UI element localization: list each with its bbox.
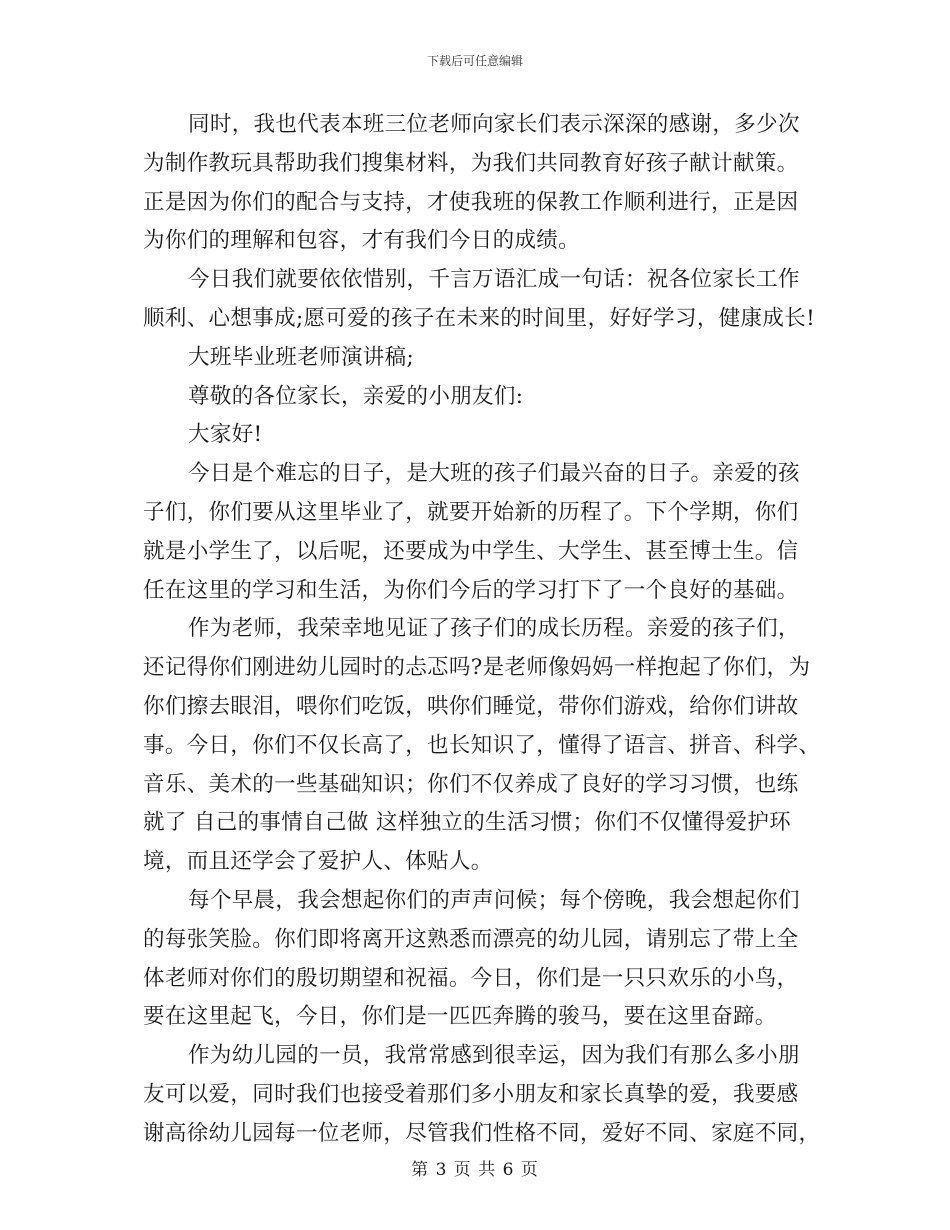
text-line: 就是小学生了，以后呢，还要成为中学生、大学生、甚至博士生。信 <box>143 538 799 564</box>
text-line: 谢高徐幼儿园每一位老师，尽管我们性格不同，爱好不同、家庭不同， <box>143 1120 821 1146</box>
text-line: 任在这里的学习和生活，为你们今后的学习打下了一个良好的基础。 <box>143 577 799 603</box>
page-footer: 第 3 页 共 6 页 <box>411 1160 539 1180</box>
text-line: 音乐、美术的一些基础知识；你们不仅养成了良好的学习习惯，也练 <box>143 771 799 797</box>
text-line: 正是因为你们的配合与支持，才使我班的保教工作顺利进行，正是因 <box>143 189 799 215</box>
text-line: 尊敬的各位家长，亲爱的小朋友们: <box>188 383 524 409</box>
text-line: 还记得你们刚进幼儿园时的忐忑吗?是老师像妈妈一样抱起了你们，为 <box>143 655 811 681</box>
document-body <box>143 106 823 1154</box>
text-line: 作为幼儿园的一员，我常常感到很幸运，因为我们有那么多小朋 <box>188 1043 800 1069</box>
text-line: 要在这里起飞，今日，你们是一匹匹奔腾的骏马，要在这里奋蹄。 <box>143 1004 777 1030</box>
text-line: 友可以爱，同时我们也接受着那们多小朋友和家长真挚的爱，我要感 <box>143 1081 799 1107</box>
text-line: 你们擦去眼泪，喂你们吃饭，哄你们睡觉，带你们游戏，给你们讲故 <box>143 693 799 719</box>
text-line: 同时，我也代表本班三位老师向家长们表示深深的感谢，多少次 <box>188 112 800 137</box>
page-header: 下载后可任意编辑 <box>426 54 523 68</box>
text-line: 境，而且还学会了爱护人、体贴人。 <box>143 849 493 875</box>
text-line: 今日我们就要依依惜别，千言万语汇成一句话：祝各位家长工作 <box>188 267 800 293</box>
text-line: 每个早晨，我会想起你们的声声问候；每个傍晚，我会想起你们 <box>188 887 800 913</box>
text-line: 大家好! <box>188 422 263 448</box>
text-line: 大班毕业班老师演讲稿; <box>188 344 415 370</box>
text-line: 为制作教玩具帮助我们搜集材料，为我们共同教育好孩子献计献策。 <box>143 150 799 176</box>
text-line: 就了 自己的事情自己做 这样独立的生活习惯；你们不仅懂得爱护环 <box>143 810 792 836</box>
text-line: 的每张笑脸。你们即将离开这熟悉而漂亮的幼儿园，请别忘了带上全 <box>143 926 799 952</box>
text-line: 事。今日，你们不仅长高了，也长知识了，懂得了语言、拼音、科学、 <box>143 732 821 758</box>
text-line: 体老师对你们的殷切期望和祝福。今日，你们是一只只欢乐的小鸟， <box>143 965 799 991</box>
text-line: 顺利、心想事成;愿可爱的孩子在未来的时间里，好好学习，健康成长! <box>143 305 816 331</box>
text-line: 作为老师，我荣幸地见证了孩子们的成长历程。亲爱的孩子们， <box>188 616 800 642</box>
text-line: 为你们的理解和包容，才有我们今日的成绩。 <box>143 228 581 254</box>
text-line: 今日是个难忘的日子，是大班的孩子们最兴奋的日子。亲爱的孩 <box>188 461 800 487</box>
text-line: 子们，你们要从这里毕业了，就要开始新的历程了。下个学期，你们 <box>143 499 799 525</box>
